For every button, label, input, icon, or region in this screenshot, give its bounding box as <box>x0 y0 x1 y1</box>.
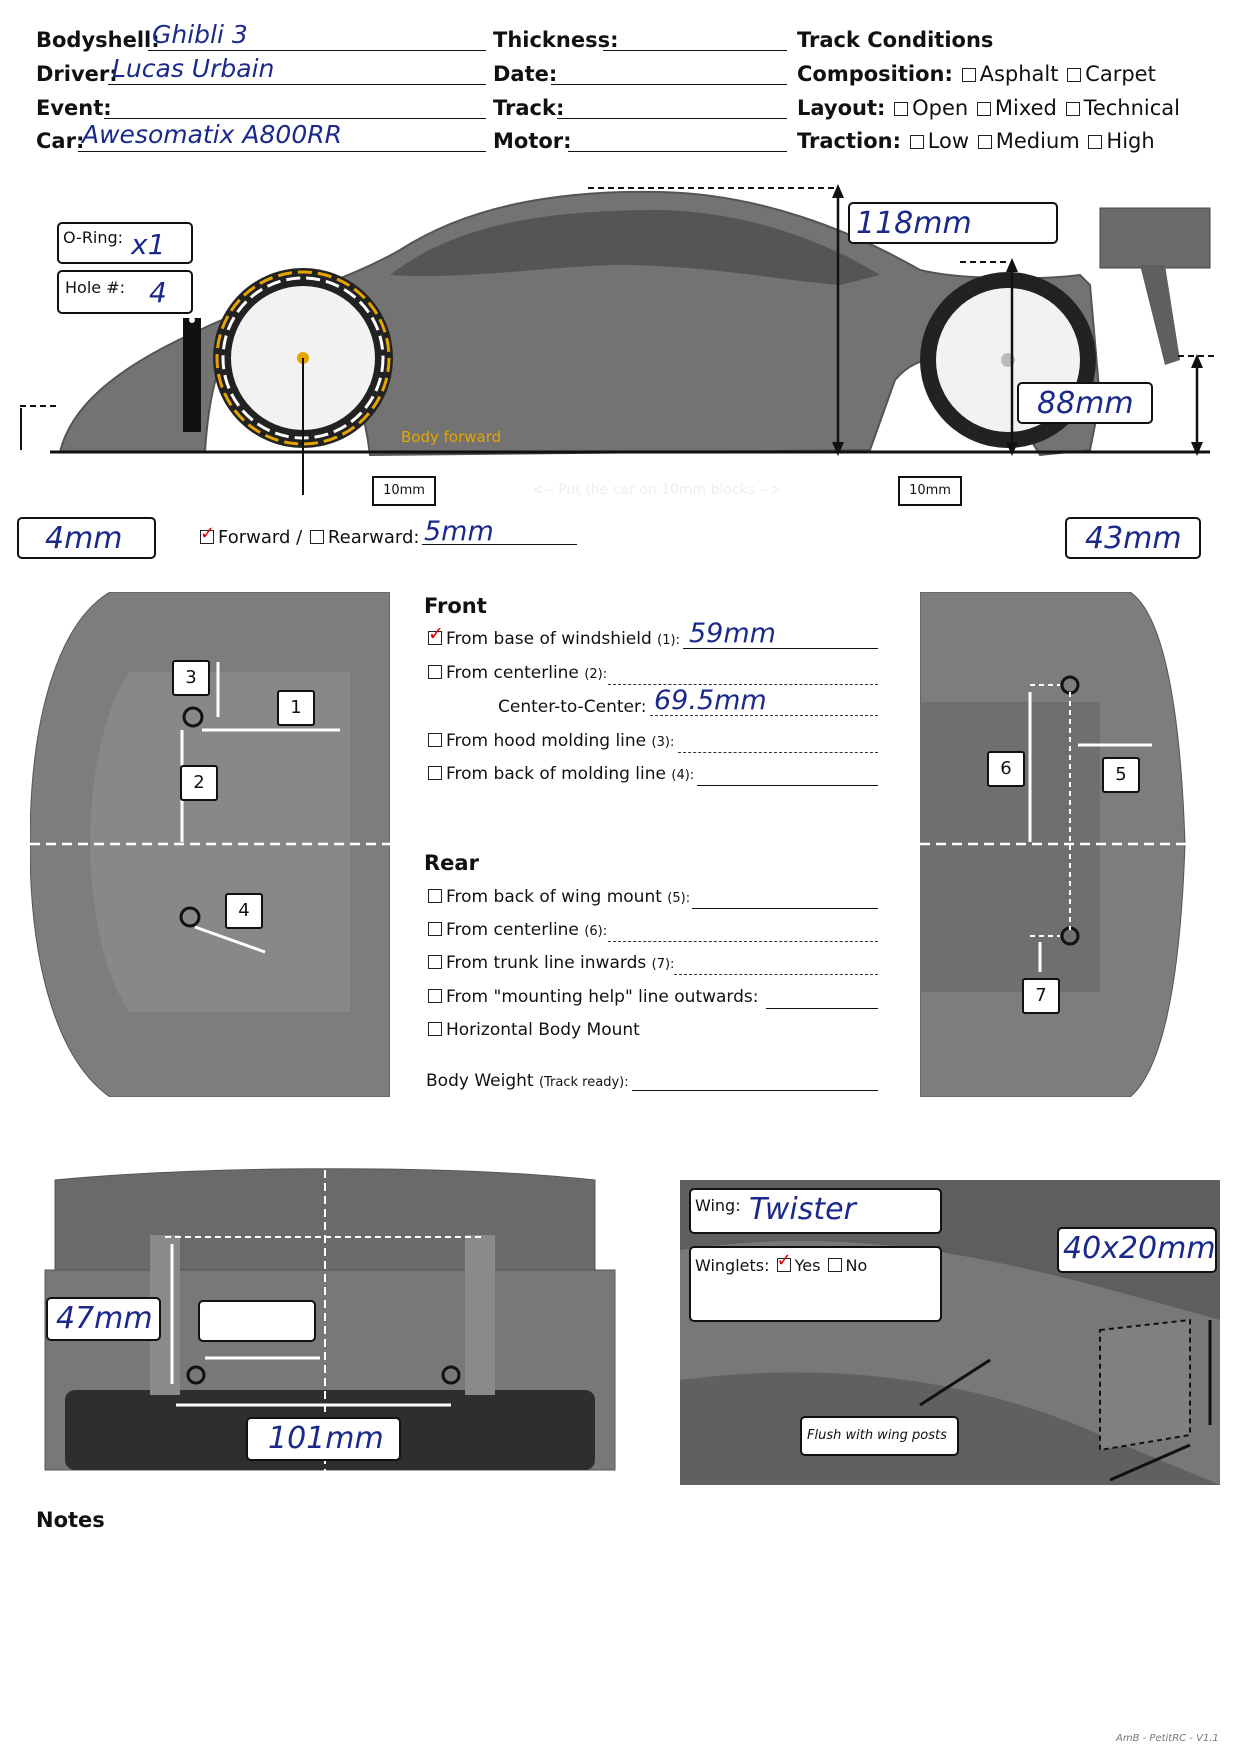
oring-value: x1 <box>131 228 166 261</box>
rear-item-horizontal: Horizontal Body Mount <box>426 1020 640 1040</box>
flush-note-box <box>800 1416 959 1456</box>
center-to-center-field[interactable] <box>650 685 878 716</box>
hole-value: 4 <box>149 276 167 309</box>
front-item-1: ✓ From base of windshield (1): <box>428 623 680 649</box>
rear-item-6-field[interactable] <box>608 919 878 942</box>
bodyshell-label: Bodyshell: <box>36 28 160 52</box>
center-to-center-value: 69.5mm <box>654 685 767 716</box>
rear-item-7-field[interactable] <box>674 952 878 975</box>
rear-height-value: 88mm <box>1037 386 1134 421</box>
front-item-3-field[interactable] <box>678 730 878 753</box>
position-value: 5mm <box>424 516 494 547</box>
blank-measure-box[interactable] <box>198 1300 316 1342</box>
wing-value: Twister <box>749 1192 856 1227</box>
footer-version: AmB - PetitRC - V1.1 <box>1116 1733 1219 1744</box>
track-field[interactable] <box>557 96 787 119</box>
body-forward-label: Body forward <box>401 428 502 446</box>
body-weight-label: Body Weight <box>426 1071 534 1091</box>
body-rearward-label: Body rearward <box>120 456 230 474</box>
front-item-1-value: 59mm <box>689 618 776 649</box>
rear-height-47-box[interactable] <box>46 1297 161 1341</box>
block-instruction: <-- Put the car on 10mm blocks --> <box>532 482 782 498</box>
traction-row <box>797 129 1155 153</box>
notes-title: Notes <box>36 1508 105 1532</box>
open-checkbox[interactable] <box>894 102 908 116</box>
rear-item-7: From trunk line inwards (7): <box>426 953 674 973</box>
car-field[interactable] <box>78 122 486 152</box>
rear-view-width-value: 101mm <box>268 1421 384 1456</box>
medium-option: Medium <box>995 129 1080 153</box>
horizontal-mount-checkbox[interactable] <box>428 1022 442 1036</box>
front-item-4: From back of molding line (4): <box>426 764 694 784</box>
marker-1: 1 <box>277 690 315 726</box>
driver-value: Lucas Urbain <box>112 54 275 83</box>
hole-box[interactable] <box>57 270 193 314</box>
layout-row <box>797 96 1180 120</box>
carpet-option: Carpet <box>1085 62 1156 86</box>
flush-note: Flush with wing posts <box>807 1428 947 1443</box>
rear-item-5-field[interactable] <box>692 886 878 909</box>
front-offset-value: 4mm <box>45 521 123 556</box>
rear-wing-side <box>1100 208 1210 268</box>
traction-label: Traction: <box>797 129 902 153</box>
medium-checkbox[interactable] <box>978 135 992 149</box>
driver-label: Driver: <box>36 62 118 86</box>
position-field[interactable] <box>422 516 577 547</box>
front-item-1-checkbox[interactable]: ✓ <box>428 623 444 645</box>
wing-box[interactable] <box>689 1188 942 1234</box>
rear-offset-box[interactable] <box>1065 517 1201 559</box>
asphalt-checkbox[interactable] <box>962 68 976 82</box>
front-item-3: From hood molding line (3): <box>426 731 674 751</box>
rear-title: Rear <box>424 851 479 875</box>
track-label: Track: <box>493 96 565 120</box>
asphalt-option: Asphalt <box>979 62 1059 86</box>
center-to-center-label: Center-to-Center: <box>498 697 647 717</box>
oring-box[interactable] <box>57 222 193 264</box>
rearward-checkbox[interactable] <box>310 530 324 544</box>
total-height-value: 118mm <box>856 206 972 241</box>
winglets-no-checkbox[interactable] <box>828 1258 842 1272</box>
marker-3: 3 <box>172 660 210 696</box>
low-option: Low <box>927 129 970 153</box>
technical-checkbox[interactable] <box>1066 102 1080 116</box>
mounting-help-field[interactable] <box>766 986 878 1009</box>
car-value: Awesomatix A800RR <box>82 120 342 149</box>
event-label: Event: <box>36 96 112 120</box>
rear-item-7-checkbox[interactable] <box>428 955 442 969</box>
car-label: Car: <box>36 129 85 153</box>
winglets-label: Winglets: <box>695 1256 770 1275</box>
front-title: Front <box>424 594 487 618</box>
motor-label: Motor: <box>493 129 572 153</box>
composition-label: Composition: <box>797 62 953 86</box>
front-item-2-field[interactable] <box>608 662 878 685</box>
rear-width-box[interactable] <box>246 1417 401 1461</box>
bodyshell-field[interactable] <box>148 22 486 51</box>
front-item-3-checkbox[interactable] <box>428 733 442 747</box>
composition-row <box>797 62 1156 86</box>
body-weight-note: (Track ready): <box>538 1075 629 1090</box>
rear-top-view <box>920 592 1200 1097</box>
winglets-no-label: No <box>845 1256 868 1275</box>
date-field[interactable] <box>551 62 787 85</box>
wing-label: Wing: <box>695 1196 741 1215</box>
high-option: High <box>1106 129 1155 153</box>
thickness-field[interactable] <box>603 28 787 51</box>
body-weight-row <box>426 1071 629 1091</box>
event-field[interactable] <box>104 94 486 119</box>
front-offset-box[interactable] <box>17 517 156 559</box>
driver-field[interactable] <box>108 56 486 85</box>
winglets-yes-label: Yes <box>794 1256 821 1275</box>
marker-7: 7 <box>1022 978 1060 1014</box>
front-top-view <box>30 592 390 1097</box>
bodyshell-value: Ghibli 3 <box>152 20 248 49</box>
forward-label: Forward / <box>218 527 303 548</box>
body-position-row <box>198 523 420 548</box>
layout-label: Layout: <box>797 96 886 120</box>
rear-offset-value: 43mm <box>1085 521 1182 556</box>
winglets-row <box>695 1250 868 1275</box>
marker-4: 4 <box>225 893 263 929</box>
front-item-2: From centerline (2): <box>426 663 607 683</box>
mounting-help-checkbox[interactable] <box>428 989 442 1003</box>
technical-option: Technical <box>1083 96 1181 120</box>
mixed-checkbox[interactable] <box>977 102 991 116</box>
wing-post-side <box>1140 265 1180 365</box>
front-item-2-checkbox[interactable] <box>428 665 442 679</box>
rear-height-box[interactable] <box>1017 382 1153 424</box>
front-block: 10mm <box>372 476 436 506</box>
front-item-1-field[interactable] <box>683 618 878 649</box>
carpet-checkbox[interactable] <box>1067 68 1081 82</box>
body-post <box>183 318 201 432</box>
front-item-4-field[interactable] <box>697 763 878 786</box>
hole-label: Hole #: <box>65 278 125 297</box>
date-label: Date: <box>493 62 558 86</box>
low-checkbox[interactable] <box>910 135 924 149</box>
high-checkbox[interactable] <box>1088 135 1102 149</box>
rear-item-mounting-help: From "mounting help" line outwards: <box>426 987 759 1007</box>
rear-item-6-checkbox[interactable] <box>428 922 442 936</box>
body-weight-field[interactable] <box>632 1068 878 1091</box>
open-option: Open <box>912 96 969 120</box>
thickness-label: Thickness: <box>493 28 619 52</box>
rear-item-6: From centerline (6): <box>426 920 607 940</box>
winglets-box[interactable] <box>689 1246 942 1322</box>
forward-checkbox[interactable]: ✓ <box>200 523 216 544</box>
winglet-size-box[interactable] <box>1057 1227 1217 1273</box>
oring-label: O-Ring: <box>63 228 124 247</box>
rearward-label: Rearward: <box>327 527 420 548</box>
total-height-box[interactable] <box>848 202 1058 244</box>
rear-view-height-value: 47mm <box>56 1301 153 1336</box>
marker-6: 6 <box>987 751 1025 787</box>
rear-item-5-checkbox[interactable] <box>428 889 442 903</box>
motor-field[interactable] <box>568 129 787 152</box>
winglets-yes-checkbox[interactable]: ✓ <box>776 1250 792 1271</box>
track-conditions-title: Track Conditions <box>797 28 994 52</box>
rear-block: 10mm <box>898 476 962 506</box>
front-item-4-checkbox[interactable] <box>428 766 442 780</box>
marker-2: 2 <box>180 765 218 801</box>
mixed-option: Mixed <box>994 96 1057 120</box>
rear-item-5: From back of wing mount (5): <box>426 887 690 907</box>
marker-5: 5 <box>1102 757 1140 793</box>
winglet-size-value: 40x20mm <box>1063 1231 1216 1266</box>
